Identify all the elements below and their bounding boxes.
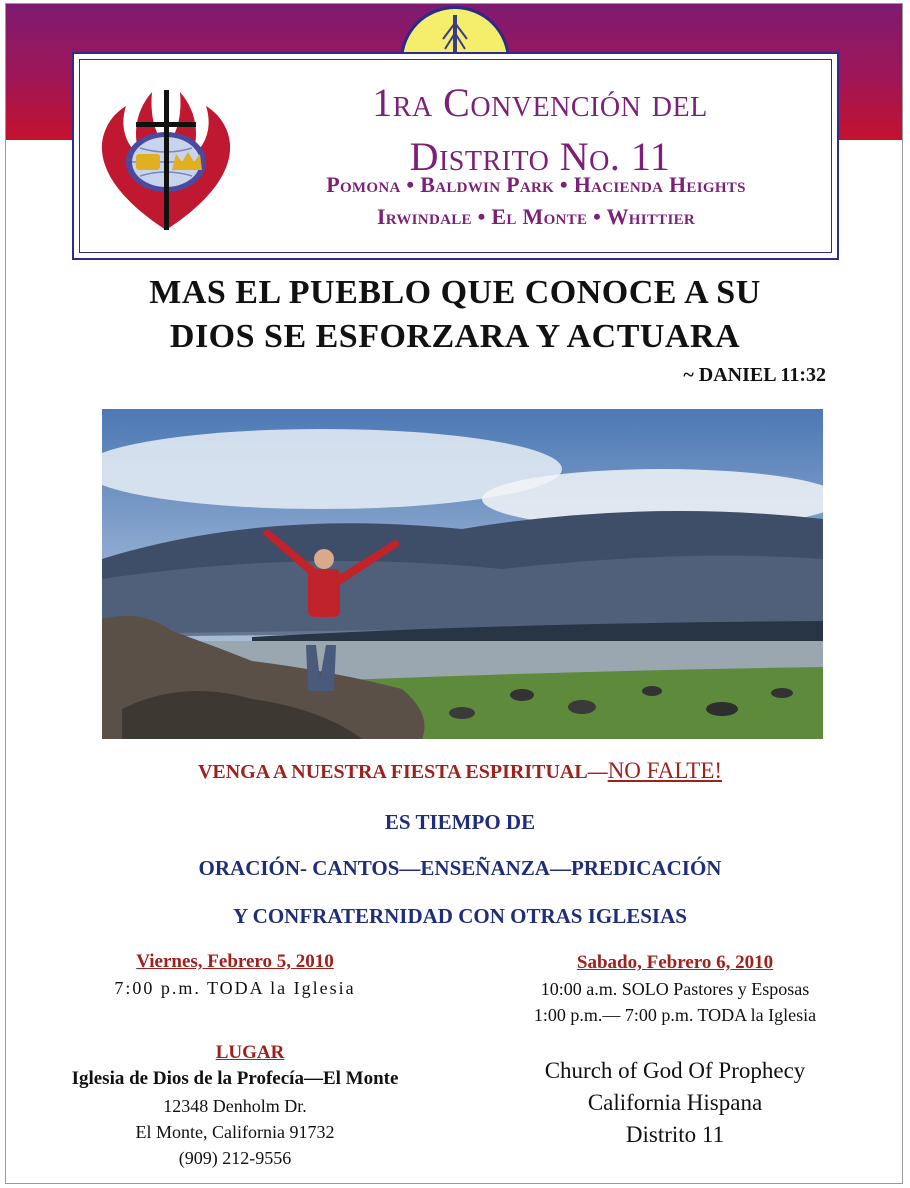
location-heading: LUGAR — [215, 1042, 285, 1063]
friday-date: Viernes, Febrero 5, 2010 — [136, 951, 334, 972]
cities-line2: Irwindale • El Monte • Whittier — [376, 204, 696, 229]
program-line3: Y CONFRATERNIDAD CON OTRAS IGLESIAS — [233, 904, 687, 928]
location-phone: (909) 212-9556 — [178, 1148, 292, 1168]
church-logo-icon — [96, 84, 236, 234]
friday-detail: 7:00 p.m. TODA la Iglesia — [114, 978, 356, 998]
verse-reference: ~ DANIEL 11:32 — [683, 364, 826, 386]
program-line1: ES TIEMPO DE — [384, 810, 536, 834]
saturday-date: Sabado, Febrero 6, 2010 — [576, 952, 774, 973]
invitation-line — [60, 758, 860, 784]
location-name: Iglesia de Dios de la Profecía—El Monte — [71, 1068, 399, 1089]
location-street: 12348 Denholm Dr. — [163, 1096, 307, 1116]
verse-line2: DIOS SE ESFORZARA Y ACTUARA — [169, 318, 741, 355]
church-line1: Church of God Of Prophecy — [544, 1058, 806, 1083]
church-line2: California Hispana — [587, 1090, 763, 1115]
no-falte-emphasis: NO FALTE! — [607, 758, 723, 783]
saturday-detail2: 1:00 p.m.— 7:00 p.m. TODA la Iglesia — [533, 1005, 817, 1025]
location-city: El Monte, California 91732 — [135, 1122, 335, 1142]
verse-line1: MAS EL PUEBLO QUE CONOCE A SU — [149, 274, 761, 311]
saturday-detail1: 10:00 a.m. SOLO Pastores y Esposas — [540, 979, 810, 999]
program-line2: ORACIÓN- CANTOS—ENSEÑANZA—PREDICACIÓN — [198, 856, 722, 880]
convention-title-line2: Distrito No. 11 — [409, 134, 671, 179]
cities-line1: Pomona • Baldwin Park • Hacienda Heights — [326, 172, 746, 197]
church-line3: Distrito 11 — [625, 1122, 725, 1147]
invitation-text: VENGA A NUESTRA FIESTA ESPIRITUAL— — [197, 761, 608, 783]
convention-title-line1: 1ra Convención del — [372, 80, 708, 125]
praise-photo — [102, 409, 823, 739]
convention-title — [290, 76, 790, 184]
